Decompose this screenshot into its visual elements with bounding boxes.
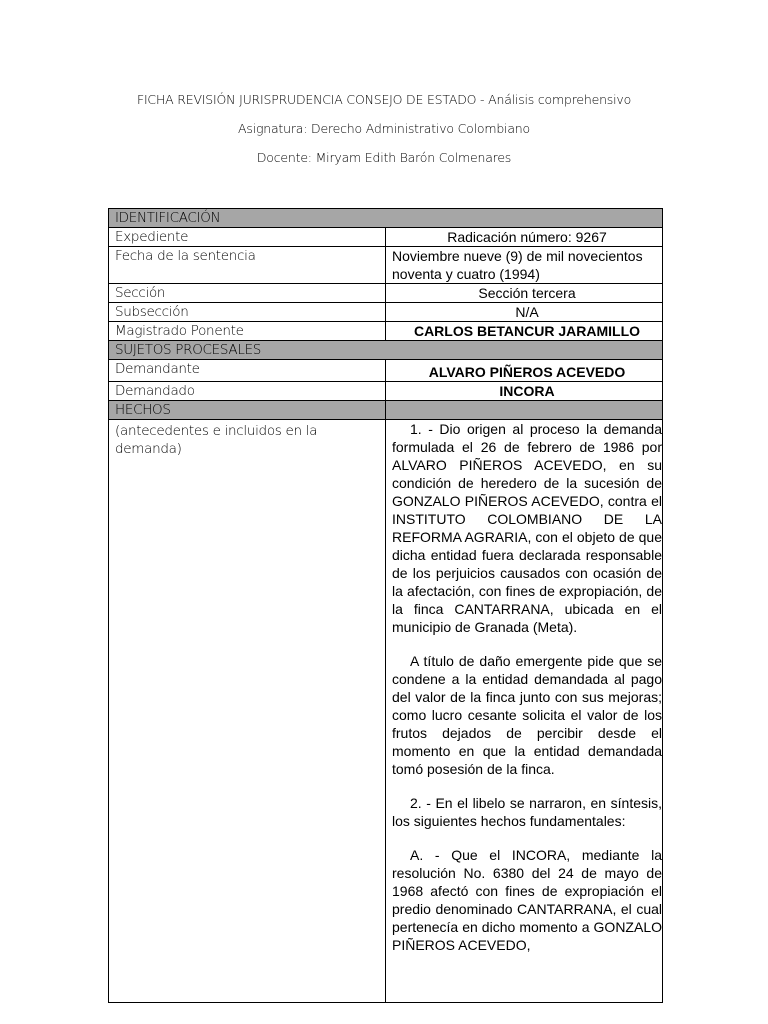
section-title-empty <box>386 401 663 420</box>
table-row <box>109 303 663 322</box>
subseccion-label: Subsección <box>109 303 386 322</box>
table-row <box>109 420 663 1003</box>
fecha-label: Fecha de la sentencia <box>109 247 386 284</box>
expediente-value: Radicación número: 9267 <box>386 228 663 247</box>
demandante-value: ALVARO PIÑEROS ACEVEDO <box>386 360 663 382</box>
seccion-value: Sección tercera <box>386 284 663 303</box>
document-title: FICHA REVISIÓN JURISPRUDENCIA CONSEJO DE ESTADO - Análisis comprehensivo <box>136 92 632 107</box>
hechos-text <box>386 420 663 1003</box>
table-row <box>109 322 663 341</box>
hechos-paragraph: 2. - En el libelo se narraron, en síntesis, los siguientes hechos fundamentales: <box>392 795 662 829</box>
demandado-value: INCORA <box>386 382 663 401</box>
table-row <box>109 382 663 401</box>
section-header-identificacion <box>109 209 663 228</box>
demandante-label: Demandante <box>109 360 386 382</box>
subject-line: Asignatura: Derecho Administrativo Colombiano <box>238 121 530 136</box>
hechos-paragraph: 1. - Dio origen al proceso la demanda formulada el 26 de febrero de 1986 por ALVARO PIÑEROS ACEVEDO, en su condición de heredero de la sucesión de GONZALO PIÑEROS ACEVEDO, contra el INSTITUTO COLOMBIANO DE LA REFORMA AGRARIA, con el objeto de que dicha entidad fuera declarada responsable de los perjuicios causados con ocasión de la afectación, con fines de expropiación, de la finca CANTARRANA, ubicada en el municipio de Granada (Meta). <box>392 421 662 635</box>
section-title: IDENTIFICACIÓN <box>109 209 663 228</box>
section-header-sujetos <box>109 341 663 360</box>
teacher-line: Docente: Miryam Edith Barón Colmenares <box>256 150 512 165</box>
expediente-label: Expediente <box>109 228 386 247</box>
demandado-label: Demandado <box>109 382 386 401</box>
fecha-value: Noviembre nueve (9) de mil novecientos noventa y cuatro (1994) <box>386 247 663 284</box>
hechos-paragraph: A. - Que el INCORA, mediante la resolución No. 6380 del 24 de mayo de 1968 afectó con fines de expropiación el predio denominado CANTARRANA, el cual pertenecía en dicho momento a GONZALO PIÑEROS ACEVEDO, <box>392 847 662 953</box>
section-title: HECHOS <box>109 401 386 420</box>
table-row <box>109 228 663 247</box>
hechos-label: (antecedentes e incluidos en la demanda) <box>109 420 386 1003</box>
case-review-table <box>108 208 663 1003</box>
section-title: SUJETOS PROCESALES <box>109 341 663 360</box>
magistrado-label: Magistrado Ponente <box>109 322 386 341</box>
table-row <box>109 247 663 284</box>
hechos-paragraph: A título de daño emergente pide que se condene a la entidad demandada al pago del valor de la finca junto con sus mejoras; como lucro cesante solicita el valor de los frutos dejados de percibir desde el momento en que la entidad demandada tomó posesión de la finca. <box>392 653 662 777</box>
magistrado-value: CARLOS BETANCUR JARAMILLO <box>386 322 663 341</box>
seccion-label: Sección <box>109 284 386 303</box>
table-row <box>109 284 663 303</box>
subseccion-value: N/A <box>386 303 663 322</box>
table-row <box>109 360 663 382</box>
section-header-hechos <box>109 401 663 420</box>
